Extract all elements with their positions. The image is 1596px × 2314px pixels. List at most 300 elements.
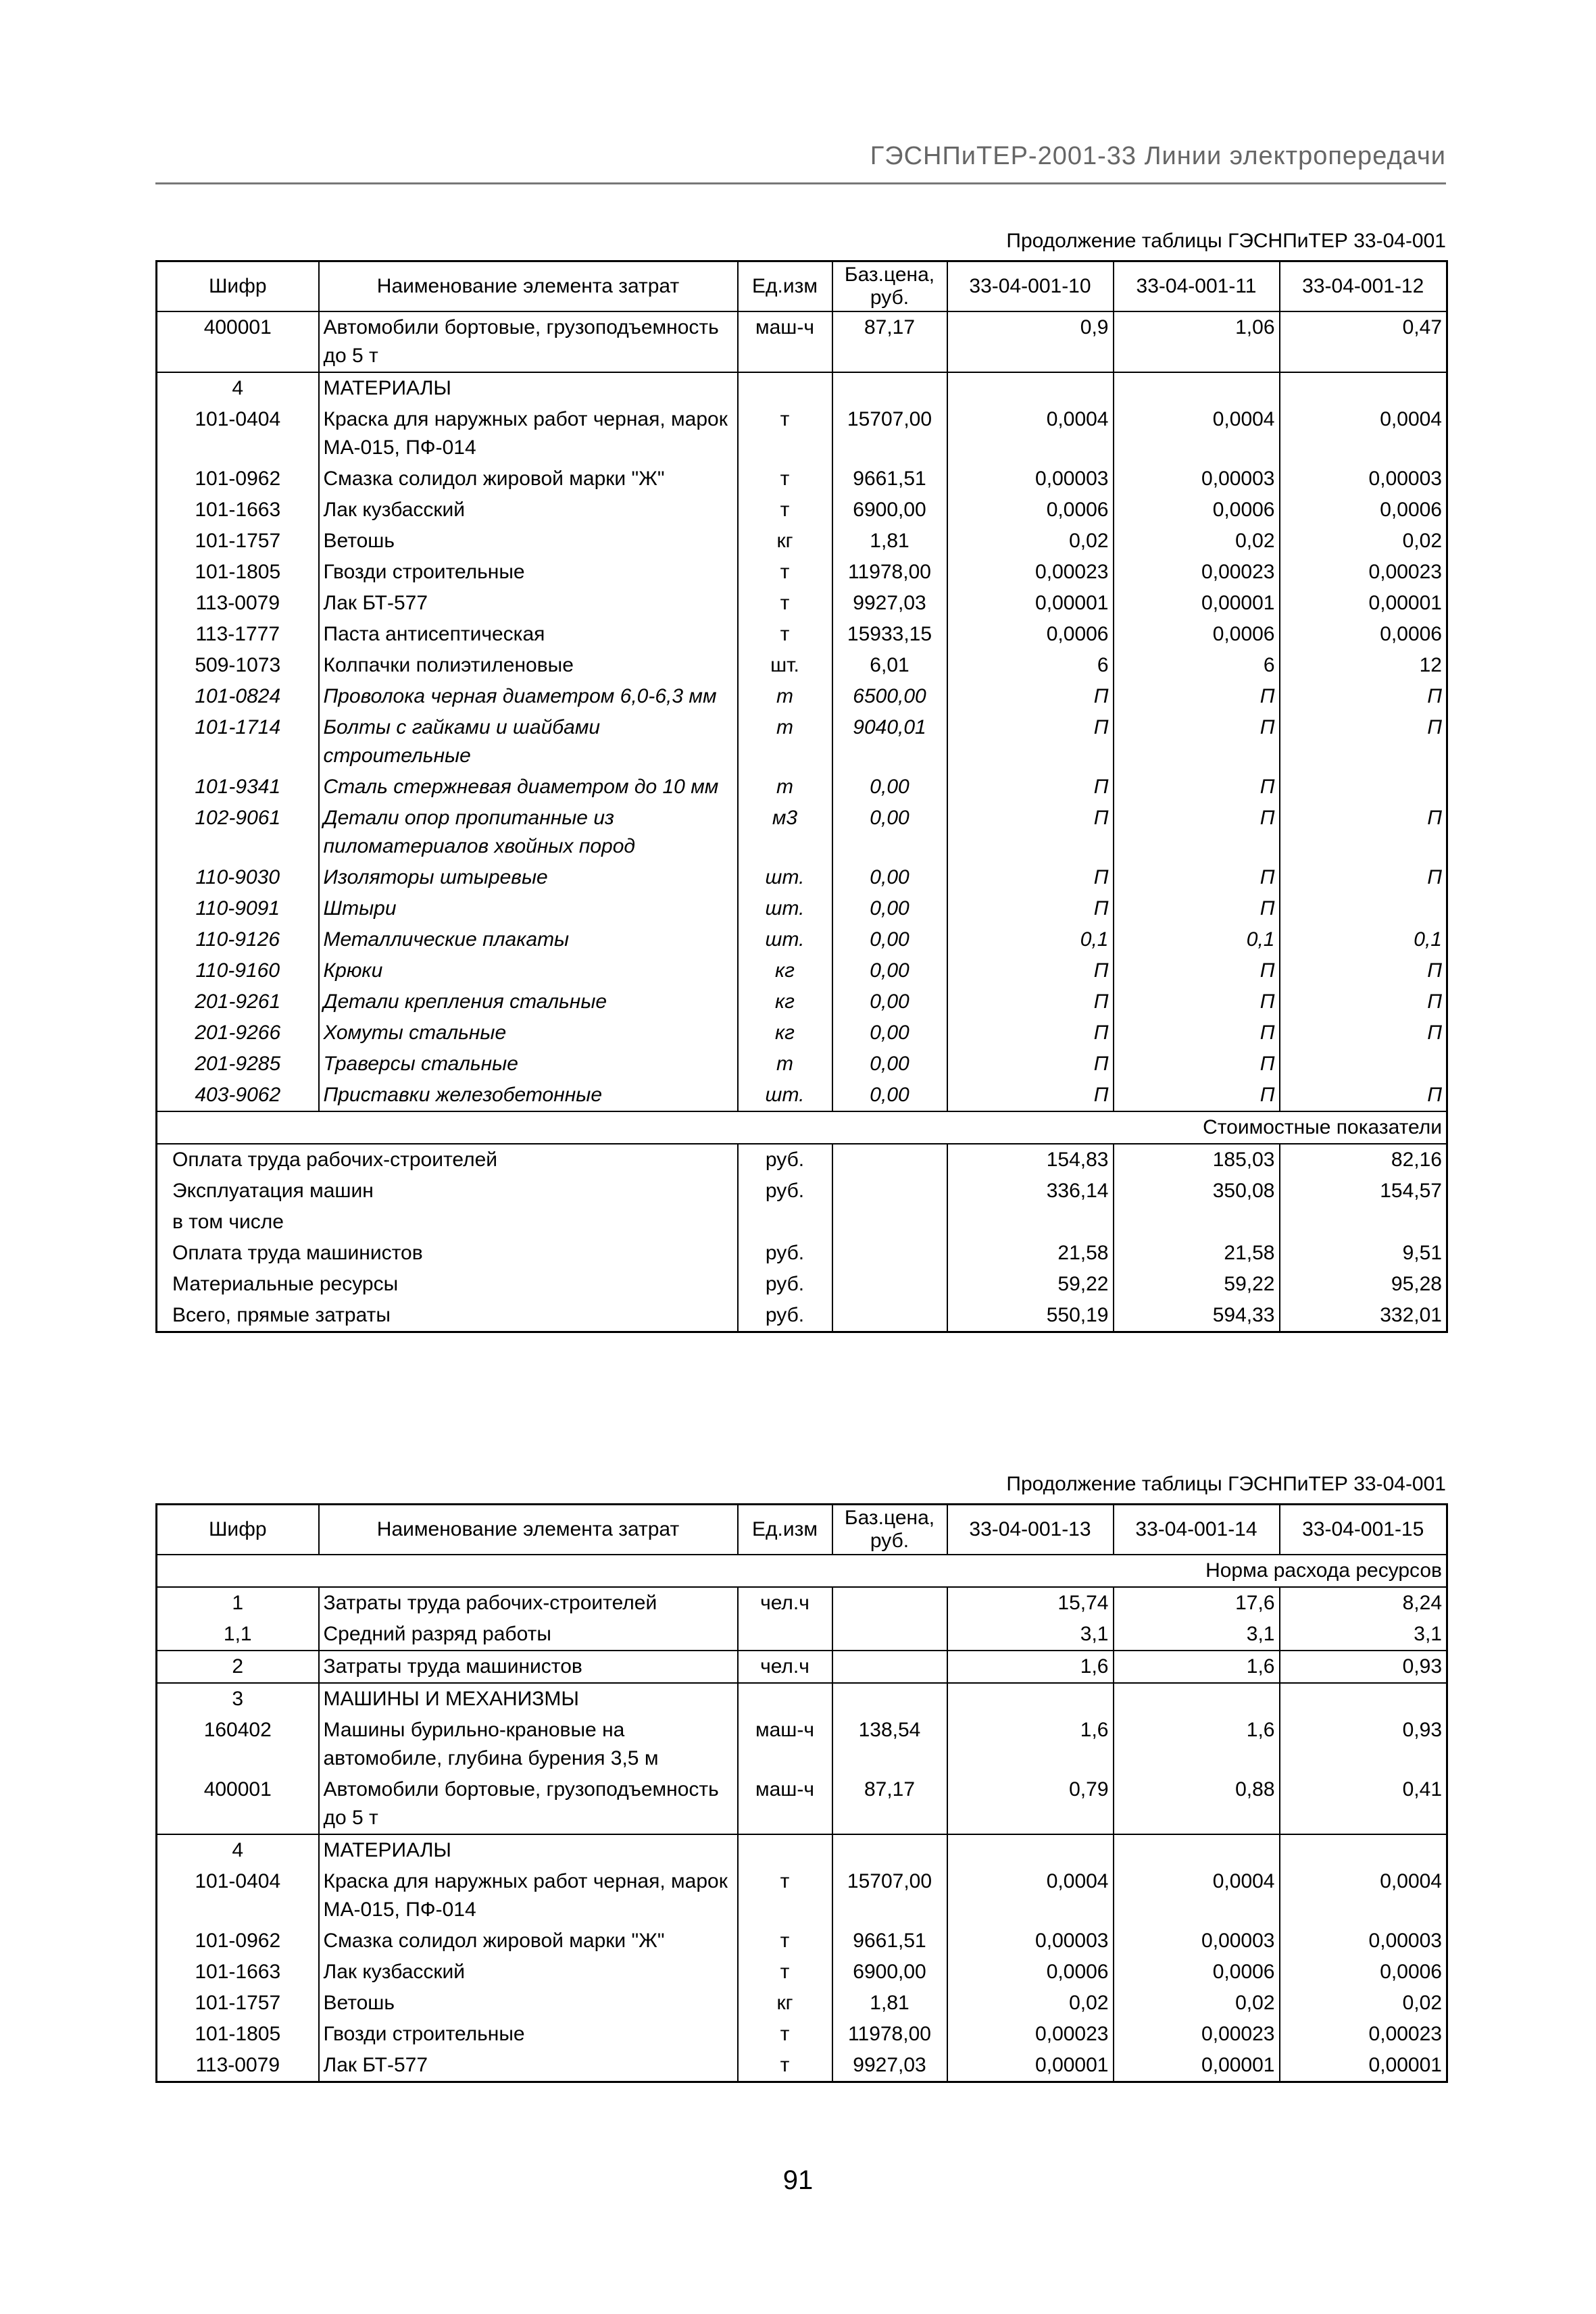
row-value-3: 0,93 [1280,1715,1447,1774]
row-name: Крюки [319,955,738,986]
cost-name: Эксплуатация машин [172,1180,374,1202]
row-value-3: 0,47 [1280,311,1447,372]
table-row [157,1774,1447,1834]
table2-body [157,1587,1447,2082]
row-name: Затраты труда рабочих-строителей [319,1587,738,1619]
cost-name: Оплата труда рабочих-строителей [172,1149,498,1171]
row-price: 0,00 [832,862,947,893]
row-price: 0,00 [832,1080,947,1111]
row-code: 101-1714 [157,712,319,772]
row-price: 6,01 [832,650,947,681]
row-name: Лак кузбасский [319,1957,738,1988]
row-price: 6900,00 [832,1957,947,1988]
row-value-2: П [1114,1017,1280,1049]
row-value-1: 0,0006 [947,495,1114,526]
row-price: 0,00 [832,1049,947,1080]
page-number: 91 [782,2165,814,2195]
table1-caption: Продолжение таблицы ГЭСНПиТЕР 33-04-001 [1006,230,1446,252]
row-unit: кг [738,1017,832,1049]
row-price: 15933,15 [832,619,947,650]
row-value-1: 0,00001 [947,2050,1114,2082]
row-unit: маш-ч [738,311,832,372]
row-value-2 [1114,1683,1280,1715]
row-unit: кг [738,986,832,1017]
row-value-2: П [1114,862,1280,893]
row-value-1: 6 [947,650,1114,681]
table-row [157,2050,1447,2082]
row-unit: т [738,463,832,495]
row-value-2: 0,1 [1114,924,1280,955]
row-name: Смазка солидол жировой марки "Ж" [319,463,738,495]
row-value-3: 0,93 [1280,1651,1447,1683]
row-value-2: П [1114,681,1280,712]
table-row [157,650,1447,681]
row-name: Лак БТ-577 [319,2050,738,2082]
row-unit: м3 [738,803,832,862]
col-v2-header: 33-04-001-14 [1114,1505,1280,1555]
cost-value-1: 21,58 [947,1238,1114,1269]
row-value-3: П [1280,712,1447,772]
row-price: 11978,00 [832,2019,947,2050]
row-value-1: 0,1 [947,924,1114,955]
row-name: Паста антисептическая [319,619,738,650]
row-code: 101-1757 [157,1988,319,2019]
row-price: 9661,51 [832,1926,947,1957]
row-name: Средний разряд работы [319,1619,738,1651]
row-value-1: 0,02 [947,1988,1114,2019]
row-value-3: 0,00003 [1280,463,1447,495]
row-price [832,1587,947,1619]
row-price [832,372,947,404]
row-name: Ветошь [319,1988,738,2019]
table-row [157,526,1447,557]
row-name: Смазка солидол жировой марки "Ж" [319,1926,738,1957]
running-header [155,142,1446,184]
row-value-3: П [1280,681,1447,712]
row-value-1: 1,6 [947,1651,1114,1683]
table-row [157,1080,1447,1111]
row-price: 87,17 [832,311,947,372]
row-price: 87,17 [832,1774,947,1834]
row-code: 403-9062 [157,1080,319,1111]
row-value-2: П [1114,803,1280,862]
row-value-1: П [947,986,1114,1017]
row-name: Лак БТ-577 [319,588,738,619]
norm-banner: Норма расхода ресурсов [157,1555,1447,1587]
row-value-2: П [1114,1080,1280,1111]
row-unit: т [738,772,832,803]
row-price: 15707,00 [832,404,947,463]
col-v3-header: 33-04-001-15 [1280,1505,1447,1555]
row-code: 400001 [157,311,319,372]
row-code: 101-9341 [157,772,319,803]
row-value-3: 12 [1280,650,1447,681]
row-code: 1 [157,1587,319,1619]
table-row [157,1049,1447,1080]
cost-price [832,1207,947,1238]
row-price: 6900,00 [832,495,947,526]
row-value-1: П [947,803,1114,862]
row-code: 1,1 [157,1619,319,1651]
row-value-2: 0,0006 [1114,619,1280,650]
row-value-1: 0,79 [947,1774,1114,1834]
cost-row [157,1176,1447,1207]
col-unit-header: Ед.изм [738,1505,832,1555]
table-row [157,1715,1447,1774]
row-name: Хомуты стальные [319,1017,738,1049]
cost-name: в том числе [172,1211,284,1233]
row-value-3: 8,24 [1280,1587,1447,1619]
table-row [157,772,1447,803]
row-value-2: П [1114,986,1280,1017]
row-unit: чел.ч [738,1651,832,1683]
table2-header-row [157,1505,1447,1555]
row-unit: т [738,1926,832,1957]
table-row [157,803,1447,862]
row-unit: шт. [738,924,832,955]
cost-value-2: 350,08 [1114,1176,1280,1207]
row-name: МАТЕРИАЛЫ [319,1834,738,1866]
col-price-header: Баз.цена, руб. [832,1505,947,1555]
row-code: 101-1805 [157,2019,319,2050]
row-name: Автомобили бортовые, грузоподъемность до 5 т [319,1774,738,1834]
row-name: Краска для наружных работ черная, марок МА-015, ПФ-014 [319,1866,738,1926]
row-value-1: П [947,1017,1114,1049]
row-value-2: 0,00023 [1114,557,1280,588]
row-name: Сталь стержневая диаметром до 10 мм [319,772,738,803]
row-value-1: 0,00023 [947,557,1114,588]
row-price: 0,00 [832,893,947,924]
row-value-2: 0,0004 [1114,404,1280,463]
row-value-3: 0,00003 [1280,1926,1447,1957]
row-value-3: 0,00001 [1280,2050,1447,2082]
row-value-1: 15,74 [947,1587,1114,1619]
row-unit: т [738,588,832,619]
row-code: 101-0824 [157,681,319,712]
cost-value-2: 21,58 [1114,1238,1280,1269]
table-row [157,1651,1447,1683]
row-name: Автомобили бортовые, грузоподъемность до 5 т [319,311,738,372]
row-price: 138,54 [832,1715,947,1774]
row-value-2: 0,88 [1114,1774,1280,1834]
table-row [157,1834,1447,1866]
row-value-1: 3,1 [947,1619,1114,1651]
row-value-1 [947,1683,1114,1715]
row-value-1: 0,02 [947,526,1114,557]
row-unit: маш-ч [738,1715,832,1774]
table1-header-row [157,261,1447,312]
row-value-2: 0,00001 [1114,2050,1280,2082]
cost-row [157,1144,1447,1176]
row-code: 101-0962 [157,1926,319,1957]
row-code: 110-9030 [157,862,319,893]
cost-value-2: 59,22 [1114,1269,1280,1300]
row-price: 0,00 [832,1017,947,1049]
row-value-1: П [947,893,1114,924]
row-code: 201-9261 [157,986,319,1017]
row-value-2: П [1114,772,1280,803]
cost-unit [738,1207,832,1238]
row-code: 201-9285 [157,1049,319,1080]
row-code: 201-9266 [157,1017,319,1049]
row-value-2: 0,02 [1114,1988,1280,2019]
row-unit: шт. [738,862,832,893]
row-value-3: 0,0006 [1280,619,1447,650]
cost-value-1: 154,83 [947,1144,1114,1176]
row-price: 9927,03 [832,588,947,619]
row-code: 400001 [157,1774,319,1834]
row-value-1: 0,00023 [947,2019,1114,2050]
row-name: Изоляторы штыревые [319,862,738,893]
cost-value-1 [947,1207,1114,1238]
row-name: Траверсы стальные [319,1049,738,1080]
row-price: 11978,00 [832,557,947,588]
row-code: 113-1777 [157,619,319,650]
table-row [157,681,1447,712]
row-unit: т [738,681,832,712]
row-value-2: 0,0004 [1114,1866,1280,1926]
cost-value-1: 550,19 [947,1300,1114,1332]
col-code-header: Шифр [157,1505,319,1555]
table2-caption: Продолжение таблицы ГЭСНПиТЕР 33-04-001 [1006,1473,1446,1495]
row-value-1: 0,9 [947,311,1114,372]
table-row [157,2019,1447,2050]
row-price: 0,00 [832,803,947,862]
row-value-1: П [947,681,1114,712]
row-code: 2 [157,1651,319,1683]
cost-row [157,1238,1447,1269]
row-value-3: 0,00023 [1280,557,1447,588]
row-price [832,1683,947,1715]
row-value-1: П [947,1080,1114,1111]
row-value-1: П [947,862,1114,893]
table-row [157,862,1447,893]
row-value-2: 0,0006 [1114,1957,1280,1988]
row-code: 113-0079 [157,588,319,619]
row-price [832,1834,947,1866]
row-value-2: 0,00023 [1114,2019,1280,2050]
row-price: 0,00 [832,986,947,1017]
table-row [157,463,1447,495]
row-code: 110-9091 [157,893,319,924]
table-row [157,1988,1447,2019]
row-name: МАТЕРИАЛЫ [319,372,738,404]
cost-name: Материальные ресурсы [172,1273,399,1295]
row-name: Ветошь [319,526,738,557]
row-value-1: П [947,955,1114,986]
row-name: Детали крепления стальные [319,986,738,1017]
cost-unit: руб. [738,1238,832,1269]
row-unit [738,1683,832,1715]
cost-value-2: 185,03 [1114,1144,1280,1176]
cost-banner: Стоимостные показатели [157,1111,1447,1144]
row-value-3: 0,1 [1280,924,1447,955]
row-unit [738,1619,832,1651]
cost-value-2: 594,33 [1114,1300,1280,1332]
row-name: Гвозди строительные [319,557,738,588]
row-unit: шт. [738,1080,832,1111]
row-value-3: П [1280,955,1447,986]
row-value-3: 0,41 [1280,1774,1447,1834]
row-name: Приставки железобетонные [319,1080,738,1111]
cost-row [157,1300,1447,1332]
table-row [157,495,1447,526]
row-value-3 [1280,1834,1447,1866]
cost-value-3: 95,28 [1391,1273,1442,1295]
row-value-1 [947,1834,1114,1866]
row-unit: чел.ч [738,1587,832,1619]
row-value-3: 0,00023 [1280,2019,1447,2050]
cost-banner-row [157,1111,1447,1144]
cost-row [157,1207,1447,1238]
cost-price [832,1176,947,1207]
row-name: Колпачки полиэтиленовые [319,650,738,681]
row-price: 9661,51 [832,463,947,495]
row-value-1: П [947,772,1114,803]
row-unit: шт. [738,650,832,681]
row-name: МАШИНЫ И МЕХАНИЗМЫ [319,1683,738,1715]
row-value-2: 6 [1114,650,1280,681]
table1-body [157,311,1447,1111]
row-name: Машины бурильно-крановые на автомобиле, глубина бурения 3,5 м [319,1715,738,1774]
cost-price [832,1238,947,1269]
cost-price [832,1144,947,1176]
cost-name: Всего, прямые затраты [172,1304,391,1326]
row-price: 9927,03 [832,2050,947,2082]
row-value-3 [1280,772,1447,803]
row-unit [738,372,832,404]
row-name: Болты с гайками и шайбами строительные [319,712,738,772]
table-row [157,924,1447,955]
cost-value-1: 336,14 [947,1176,1114,1207]
row-name: Металлические плакаты [319,924,738,955]
table-row [157,712,1447,772]
row-unit: т [738,1957,832,1988]
row-value-2 [1114,1834,1280,1866]
row-value-3: П [1280,986,1447,1017]
row-code: 101-1663 [157,1957,319,1988]
row-price: 0,00 [832,924,947,955]
table-row [157,893,1447,924]
row-value-2: 0,00003 [1114,1926,1280,1957]
row-unit: т [738,1049,832,1080]
row-value-2: 0,0006 [1114,495,1280,526]
row-value-2: П [1114,712,1280,772]
row-name: Штыри [319,893,738,924]
row-value-2: 3,1 [1114,1619,1280,1651]
row-unit: кг [738,526,832,557]
col-name-header: Наименование элемента затрат [319,261,738,312]
table-row [157,372,1447,404]
row-value-3 [1280,893,1447,924]
row-unit: шт. [738,893,832,924]
table-row [157,1619,1447,1651]
row-code: 101-1805 [157,557,319,588]
table-row [157,1957,1447,1988]
row-value-1: П [947,712,1114,772]
col-v2-header: 33-04-001-11 [1114,261,1280,312]
table1 [155,260,1448,1333]
norm-banner-row [157,1555,1447,1587]
row-unit: т [738,495,832,526]
table-row [157,986,1447,1017]
row-unit: кг [738,1988,832,2019]
running-title: ГЭСНПиТЕР-2001-33 Линии электропередачи [870,142,1446,170]
row-code: 4 [157,372,319,404]
row-code: 110-9126 [157,924,319,955]
row-value-2: 1,06 [1114,311,1280,372]
table-row [157,588,1447,619]
table-row [157,404,1447,463]
table-row [157,1683,1447,1715]
row-value-3: 3,1 [1280,1619,1447,1651]
cost-value-3: 82,16 [1391,1149,1442,1171]
row-value-3: П [1280,862,1447,893]
row-price: 1,81 [832,1988,947,2019]
col-name-header: Наименование элемента затрат [319,1505,738,1555]
cost-value-3: 332,01 [1380,1304,1442,1326]
table-row [157,557,1447,588]
col-v1-header: 33-04-001-13 [947,1505,1114,1555]
row-code: 3 [157,1683,319,1715]
row-unit: кг [738,955,832,986]
row-value-1: 1,6 [947,1715,1114,1774]
row-unit: т [738,404,832,463]
row-value-1: П [947,1049,1114,1080]
cost-value-3: 9,51 [1402,1242,1442,1264]
table-row [157,619,1447,650]
row-name: Проволока черная диаметром 6,0-6,3 мм [319,681,738,712]
row-value-2: 17,6 [1114,1587,1280,1619]
row-unit: маш-ч [738,1774,832,1834]
row-value-3 [1280,372,1447,404]
row-value-1: 0,00003 [947,463,1114,495]
cost-unit: руб. [738,1176,832,1207]
table1-cost-block [157,1111,1447,1332]
row-value-3: 0,02 [1280,1988,1447,2019]
row-code: 509-1073 [157,650,319,681]
row-unit [738,1834,832,1866]
row-price: 1,81 [832,526,947,557]
table-row [157,955,1447,986]
table-row [157,1587,1447,1619]
cost-unit: руб. [738,1269,832,1300]
row-value-2: П [1114,893,1280,924]
row-value-2: П [1114,955,1280,986]
row-name: Затраты труда машинистов [319,1651,738,1683]
cost-price [832,1269,947,1300]
row-unit: т [738,2050,832,2082]
row-value-1 [947,372,1114,404]
row-code: 102-9061 [157,803,319,862]
row-value-3: П [1280,1017,1447,1049]
cost-value-1: 59,22 [947,1269,1114,1300]
col-code-header: Шифр [157,261,319,312]
row-value-1: 0,0006 [947,1957,1114,1988]
row-value-2: 0,00003 [1114,463,1280,495]
col-price-header: Баз.цена, руб. [832,261,947,312]
col-unit-header: Ед.изм [738,261,832,312]
row-value-1: 0,0004 [947,1866,1114,1926]
row-value-3 [1280,1683,1447,1715]
row-value-1: 0,00003 [947,1926,1114,1957]
row-code: 113-0079 [157,2050,319,2082]
row-code: 101-1757 [157,526,319,557]
row-name: Лак кузбасский [319,495,738,526]
cost-price [832,1300,947,1332]
row-value-2: П [1114,1049,1280,1080]
row-name: Краска для наружных работ черная, марок МА-015, ПФ-014 [319,404,738,463]
